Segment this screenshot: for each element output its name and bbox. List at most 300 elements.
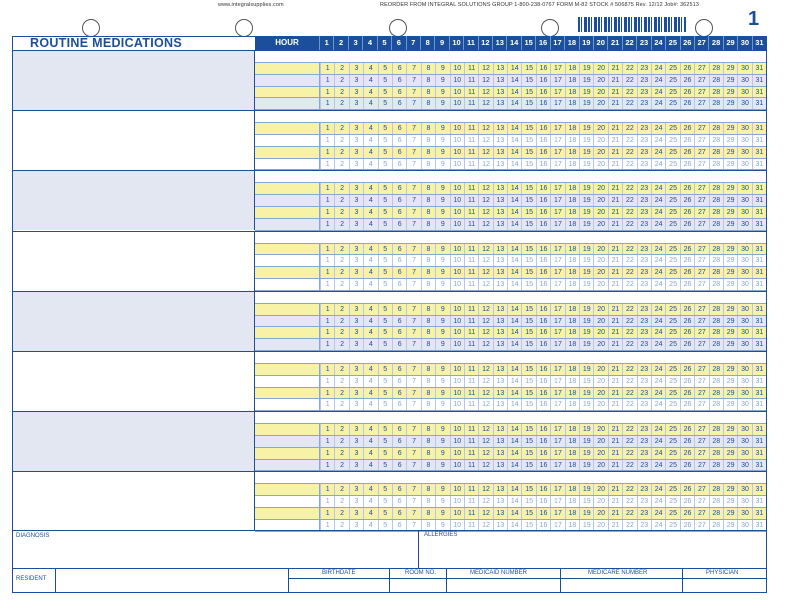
day-cell[interactable]: 1 xyxy=(320,436,334,447)
day-cell[interactable]: 1 xyxy=(320,448,334,459)
day-cell[interactable]: 14 xyxy=(507,399,521,410)
day-cell[interactable]: 16 xyxy=(536,327,550,338)
day-cell[interactable]: 28 xyxy=(709,339,723,350)
day-cell[interactable]: 1 xyxy=(320,207,334,218)
day-cell[interactable]: 30 xyxy=(737,219,751,230)
day-cell[interactable]: 18 xyxy=(565,520,579,531)
day-cell[interactable]: 2 xyxy=(334,520,348,531)
day-cell[interactable]: 12 xyxy=(478,87,492,98)
day-cell[interactable]: 24 xyxy=(651,364,665,375)
day-cell[interactable]: 3 xyxy=(349,304,363,315)
day-cell[interactable]: 24 xyxy=(651,496,665,507)
day-cell[interactable]: 28 xyxy=(709,244,723,255)
day-cell[interactable]: 5 xyxy=(378,267,392,278)
day-cell[interactable]: 11 xyxy=(464,508,478,519)
day-cell[interactable]: 29 xyxy=(723,327,737,338)
day-cell[interactable]: 20 xyxy=(593,279,607,290)
day-cell[interactable]: 30 xyxy=(737,364,751,375)
day-cell[interactable]: 24 xyxy=(651,75,665,86)
day-cell[interactable]: 30 xyxy=(737,267,751,278)
day-cell[interactable]: 26 xyxy=(680,388,694,399)
day-cell[interactable]: 1 xyxy=(320,98,334,109)
day-cell[interactable]: 6 xyxy=(392,339,406,350)
day-cell[interactable]: 23 xyxy=(637,159,651,170)
day-cell[interactable]: 19 xyxy=(579,159,593,170)
day-cell[interactable]: 21 xyxy=(608,219,622,230)
day-cell[interactable]: 5 xyxy=(378,255,392,266)
day-cell[interactable]: 12 xyxy=(478,496,492,507)
day-cell[interactable]: 18 xyxy=(565,496,579,507)
day-cell[interactable]: 9 xyxy=(435,207,449,218)
day-cell[interactable]: 15 xyxy=(521,484,535,495)
day-cell[interactable]: 22 xyxy=(622,484,636,495)
day-cell[interactable]: 27 xyxy=(694,207,708,218)
day-cell[interactable]: 4 xyxy=(363,327,377,338)
day-cell[interactable]: 22 xyxy=(622,207,636,218)
day-cell[interactable]: 7 xyxy=(406,327,420,338)
day-cell[interactable]: 20 xyxy=(593,183,607,194)
day-cell[interactable]: 21 xyxy=(608,75,622,86)
day-cell[interactable]: 19 xyxy=(579,388,593,399)
day-cell[interactable]: 9 xyxy=(435,87,449,98)
day-cell[interactable]: 18 xyxy=(565,460,579,471)
day-cell[interactable]: 14 xyxy=(507,388,521,399)
day-cell[interactable]: 16 xyxy=(536,147,550,158)
day-cell[interactable]: 25 xyxy=(665,183,679,194)
day-cell[interactable]: 12 xyxy=(478,436,492,447)
day-cell[interactable]: 26 xyxy=(680,364,694,375)
day-cell[interactable]: 8 xyxy=(421,135,435,146)
day-cell[interactable]: 16 xyxy=(536,304,550,315)
day-cell[interactable]: 30 xyxy=(737,520,751,531)
day-cell[interactable]: 5 xyxy=(378,460,392,471)
day-cell[interactable]: 18 xyxy=(565,279,579,290)
day-cell[interactable]: 25 xyxy=(665,388,679,399)
day-cell[interactable]: 25 xyxy=(665,399,679,410)
day-cell[interactable]: 4 xyxy=(363,424,377,435)
day-cell[interactable]: 21 xyxy=(608,123,622,134)
day-cell[interactable]: 5 xyxy=(378,508,392,519)
day-cell[interactable]: 26 xyxy=(680,436,694,447)
hour-time-field[interactable] xyxy=(255,123,320,134)
day-cell[interactable]: 26 xyxy=(680,424,694,435)
day-cell[interactable]: 20 xyxy=(593,376,607,387)
day-cell[interactable]: 7 xyxy=(406,267,420,278)
day-cell[interactable]: 28 xyxy=(709,316,723,327)
day-cell[interactable]: 8 xyxy=(421,159,435,170)
day-cell[interactable]: 14 xyxy=(507,244,521,255)
day-cell[interactable]: 30 xyxy=(737,63,751,74)
day-cell[interactable]: 4 xyxy=(363,183,377,194)
day-cell[interactable]: 6 xyxy=(392,123,406,134)
day-cell[interactable]: 24 xyxy=(651,219,665,230)
day-cell[interactable]: 7 xyxy=(406,63,420,74)
day-cell[interactable]: 19 xyxy=(579,279,593,290)
day-cell[interactable]: 28 xyxy=(709,63,723,74)
day-cell[interactable]: 14 xyxy=(507,75,521,86)
day-cell[interactable]: 1 xyxy=(320,75,334,86)
day-cell[interactable]: 3 xyxy=(349,75,363,86)
day-cell[interactable]: 4 xyxy=(363,304,377,315)
day-cell[interactable]: 8 xyxy=(421,339,435,350)
day-cell[interactable]: 30 xyxy=(737,327,751,338)
day-cell[interactable]: 22 xyxy=(622,364,636,375)
day-cell[interactable]: 24 xyxy=(651,316,665,327)
day-cell[interactable]: 21 xyxy=(608,98,622,109)
day-cell[interactable]: 8 xyxy=(421,279,435,290)
day-cell[interactable]: 30 xyxy=(737,388,751,399)
day-cell[interactable]: 26 xyxy=(680,63,694,74)
day-cell[interactable]: 10 xyxy=(450,376,464,387)
day-cell[interactable]: 10 xyxy=(450,484,464,495)
day-cell[interactable]: 31 xyxy=(752,63,766,74)
day-cell[interactable]: 1 xyxy=(320,267,334,278)
day-cell[interactable]: 20 xyxy=(593,75,607,86)
day-cell[interactable]: 11 xyxy=(464,388,478,399)
day-cell[interactable]: 14 xyxy=(507,424,521,435)
day-cell[interactable]: 3 xyxy=(349,448,363,459)
day-cell[interactable]: 26 xyxy=(680,195,694,206)
day-cell[interactable]: 11 xyxy=(464,255,478,266)
day-cell[interactable]: 18 xyxy=(565,327,579,338)
day-cell[interactable]: 9 xyxy=(435,448,449,459)
day-cell[interactable]: 18 xyxy=(565,424,579,435)
day-cell[interactable]: 4 xyxy=(363,75,377,86)
day-cell[interactable]: 17 xyxy=(550,520,564,531)
day-cell[interactable]: 23 xyxy=(637,388,651,399)
medication-name-field[interactable] xyxy=(13,292,255,351)
day-cell[interactable]: 30 xyxy=(737,87,751,98)
day-cell[interactable]: 29 xyxy=(723,520,737,531)
day-cell[interactable]: 17 xyxy=(550,159,564,170)
day-cell[interactable]: 23 xyxy=(637,135,651,146)
day-cell[interactable]: 25 xyxy=(665,219,679,230)
day-cell[interactable]: 7 xyxy=(406,484,420,495)
day-cell[interactable]: 9 xyxy=(435,339,449,350)
day-cell[interactable]: 2 xyxy=(334,327,348,338)
day-cell[interactable]: 3 xyxy=(349,147,363,158)
day-cell[interactable]: 23 xyxy=(637,376,651,387)
day-cell[interactable]: 2 xyxy=(334,219,348,230)
day-cell[interactable]: 26 xyxy=(680,244,694,255)
day-cell[interactable]: 12 xyxy=(478,364,492,375)
day-cell[interactable]: 8 xyxy=(421,424,435,435)
day-cell[interactable]: 4 xyxy=(363,484,377,495)
day-cell[interactable]: 16 xyxy=(536,520,550,531)
day-cell[interactable]: 19 xyxy=(579,244,593,255)
day-cell[interactable]: 23 xyxy=(637,460,651,471)
day-cell[interactable]: 14 xyxy=(507,207,521,218)
day-cell[interactable]: 5 xyxy=(378,496,392,507)
day-cell[interactable]: 6 xyxy=(392,207,406,218)
day-cell[interactable]: 26 xyxy=(680,279,694,290)
day-cell[interactable]: 9 xyxy=(435,98,449,109)
day-cell[interactable]: 22 xyxy=(622,63,636,74)
day-cell[interactable]: 3 xyxy=(349,484,363,495)
day-cell[interactable]: 9 xyxy=(435,304,449,315)
day-cell[interactable]: 31 xyxy=(752,448,766,459)
day-cell[interactable]: 6 xyxy=(392,279,406,290)
day-cell[interactable]: 4 xyxy=(363,448,377,459)
day-cell[interactable]: 19 xyxy=(579,75,593,86)
day-cell[interactable]: 2 xyxy=(334,436,348,447)
day-cell[interactable]: 3 xyxy=(349,87,363,98)
day-cell[interactable]: 19 xyxy=(579,316,593,327)
day-cell[interactable]: 24 xyxy=(651,244,665,255)
day-cell[interactable]: 15 xyxy=(521,63,535,74)
day-cell[interactable]: 11 xyxy=(464,63,478,74)
day-cell[interactable]: 25 xyxy=(665,207,679,218)
day-cell[interactable]: 16 xyxy=(536,316,550,327)
day-cell[interactable]: 27 xyxy=(694,98,708,109)
day-cell[interactable]: 20 xyxy=(593,508,607,519)
day-cell[interactable]: 2 xyxy=(334,279,348,290)
day-cell[interactable]: 12 xyxy=(478,98,492,109)
day-cell[interactable]: 15 xyxy=(521,436,535,447)
day-cell[interactable]: 26 xyxy=(680,508,694,519)
day-cell[interactable]: 22 xyxy=(622,388,636,399)
day-cell[interactable]: 4 xyxy=(363,207,377,218)
day-cell[interactable]: 21 xyxy=(608,388,622,399)
day-cell[interactable]: 26 xyxy=(680,339,694,350)
day-cell[interactable]: 4 xyxy=(363,195,377,206)
day-cell[interactable]: 29 xyxy=(723,219,737,230)
day-cell[interactable]: 22 xyxy=(622,244,636,255)
day-cell[interactable]: 5 xyxy=(378,484,392,495)
day-cell[interactable]: 18 xyxy=(565,255,579,266)
hour-time-field[interactable] xyxy=(255,304,320,315)
day-cell[interactable]: 11 xyxy=(464,376,478,387)
day-cell[interactable]: 28 xyxy=(709,448,723,459)
day-cell[interactable]: 12 xyxy=(478,159,492,170)
day-cell[interactable]: 7 xyxy=(406,460,420,471)
day-cell[interactable]: 27 xyxy=(694,520,708,531)
day-cell[interactable]: 14 xyxy=(507,520,521,531)
day-cell[interactable]: 6 xyxy=(392,195,406,206)
day-cell[interactable]: 24 xyxy=(651,279,665,290)
day-cell[interactable]: 6 xyxy=(392,436,406,447)
day-cell[interactable]: 11 xyxy=(464,520,478,531)
day-cell[interactable]: 5 xyxy=(378,75,392,86)
day-cell[interactable]: 15 xyxy=(521,448,535,459)
day-cell[interactable]: 10 xyxy=(450,63,464,74)
day-cell[interactable]: 28 xyxy=(709,376,723,387)
day-cell[interactable]: 11 xyxy=(464,244,478,255)
day-cell[interactable]: 9 xyxy=(435,159,449,170)
day-cell[interactable]: 19 xyxy=(579,399,593,410)
day-cell[interactable]: 14 xyxy=(507,135,521,146)
medication-entry[interactable] xyxy=(13,291,255,351)
day-cell[interactable]: 19 xyxy=(579,207,593,218)
day-cell[interactable]: 3 xyxy=(349,195,363,206)
day-cell[interactable]: 8 xyxy=(421,123,435,134)
day-cell[interactable]: 11 xyxy=(464,135,478,146)
day-cell[interactable]: 24 xyxy=(651,376,665,387)
day-cell[interactable]: 6 xyxy=(392,364,406,375)
day-cell[interactable]: 22 xyxy=(622,496,636,507)
medication-name-field[interactable] xyxy=(13,111,255,170)
day-cell[interactable]: 25 xyxy=(665,316,679,327)
day-cell[interactable]: 2 xyxy=(334,147,348,158)
day-cell[interactable]: 20 xyxy=(593,219,607,230)
day-cell[interactable]: 28 xyxy=(709,183,723,194)
day-cell[interactable]: 23 xyxy=(637,267,651,278)
day-cell[interactable]: 13 xyxy=(493,219,507,230)
day-cell[interactable]: 21 xyxy=(608,63,622,74)
day-cell[interactable]: 14 xyxy=(507,98,521,109)
day-cell[interactable]: 5 xyxy=(378,327,392,338)
day-cell[interactable]: 22 xyxy=(622,304,636,315)
day-cell[interactable]: 2 xyxy=(334,98,348,109)
day-cell[interactable]: 6 xyxy=(392,508,406,519)
day-cell[interactable]: 5 xyxy=(378,135,392,146)
day-cell[interactable]: 14 xyxy=(507,316,521,327)
day-cell[interactable]: 7 xyxy=(406,183,420,194)
hour-time-field[interactable] xyxy=(255,279,320,290)
day-cell[interactable]: 19 xyxy=(579,327,593,338)
day-cell[interactable]: 20 xyxy=(593,147,607,158)
day-cell[interactable]: 8 xyxy=(421,75,435,86)
day-cell[interactable]: 1 xyxy=(320,364,334,375)
day-cell[interactable]: 23 xyxy=(637,279,651,290)
day-cell[interactable]: 21 xyxy=(608,267,622,278)
day-cell[interactable]: 18 xyxy=(565,195,579,206)
day-cell[interactable]: 11 xyxy=(464,183,478,194)
day-cell[interactable]: 12 xyxy=(478,376,492,387)
day-cell[interactable]: 30 xyxy=(737,484,751,495)
day-cell[interactable]: 13 xyxy=(493,364,507,375)
day-cell[interactable]: 30 xyxy=(737,147,751,158)
day-cell[interactable]: 6 xyxy=(392,327,406,338)
medication-name-field[interactable] xyxy=(13,51,255,110)
day-cell[interactable]: 1 xyxy=(320,159,334,170)
day-cell[interactable]: 3 xyxy=(349,244,363,255)
day-cell[interactable]: 24 xyxy=(651,448,665,459)
day-cell[interactable]: 17 xyxy=(550,75,564,86)
day-cell[interactable]: 13 xyxy=(493,98,507,109)
day-cell[interactable]: 10 xyxy=(450,388,464,399)
medication-name-field[interactable] xyxy=(13,232,255,291)
day-cell[interactable]: 6 xyxy=(392,376,406,387)
day-cell[interactable]: 17 xyxy=(550,316,564,327)
day-cell[interactable]: 15 xyxy=(521,364,535,375)
day-cell[interactable]: 15 xyxy=(521,147,535,158)
hour-time-field[interactable] xyxy=(255,376,320,387)
day-cell[interactable]: 11 xyxy=(464,339,478,350)
day-cell[interactable]: 19 xyxy=(579,448,593,459)
day-cell[interactable]: 3 xyxy=(349,460,363,471)
day-cell[interactable]: 13 xyxy=(493,448,507,459)
day-cell[interactable]: 12 xyxy=(478,123,492,134)
day-cell[interactable]: 7 xyxy=(406,244,420,255)
day-cell[interactable]: 11 xyxy=(464,98,478,109)
day-cell[interactable]: 8 xyxy=(421,448,435,459)
day-cell[interactable]: 29 xyxy=(723,304,737,315)
day-cell[interactable]: 20 xyxy=(593,255,607,266)
day-cell[interactable]: 29 xyxy=(723,339,737,350)
day-cell[interactable]: 8 xyxy=(421,219,435,230)
day-cell[interactable]: 13 xyxy=(493,195,507,206)
day-cell[interactable]: 7 xyxy=(406,75,420,86)
day-cell[interactable]: 12 xyxy=(478,267,492,278)
day-cell[interactable]: 30 xyxy=(737,424,751,435)
day-cell[interactable]: 31 xyxy=(752,388,766,399)
day-cell[interactable]: 27 xyxy=(694,267,708,278)
day-cell[interactable]: 1 xyxy=(320,63,334,74)
day-cell[interactable]: 10 xyxy=(450,123,464,134)
day-cell[interactable]: 5 xyxy=(378,388,392,399)
day-cell[interactable]: 12 xyxy=(478,244,492,255)
day-cell[interactable]: 10 xyxy=(450,147,464,158)
day-cell[interactable]: 23 xyxy=(637,244,651,255)
day-cell[interactable]: 1 xyxy=(320,399,334,410)
day-cell[interactable]: 10 xyxy=(450,304,464,315)
day-cell[interactable]: 15 xyxy=(521,87,535,98)
day-cell[interactable]: 9 xyxy=(435,183,449,194)
day-cell[interactable]: 19 xyxy=(579,147,593,158)
day-cell[interactable]: 1 xyxy=(320,327,334,338)
day-cell[interactable]: 24 xyxy=(651,255,665,266)
day-cell[interactable]: 13 xyxy=(493,424,507,435)
day-cell[interactable]: 18 xyxy=(565,159,579,170)
day-cell[interactable]: 9 xyxy=(435,520,449,531)
day-cell[interactable]: 9 xyxy=(435,460,449,471)
day-cell[interactable]: 3 xyxy=(349,159,363,170)
medication-entry[interactable] xyxy=(13,471,255,531)
day-cell[interactable]: 24 xyxy=(651,267,665,278)
medication-entry[interactable] xyxy=(13,50,255,110)
day-cell[interactable]: 19 xyxy=(579,98,593,109)
day-cell[interactable]: 31 xyxy=(752,244,766,255)
day-cell[interactable]: 4 xyxy=(363,388,377,399)
day-cell[interactable]: 16 xyxy=(536,279,550,290)
day-cell[interactable]: 25 xyxy=(665,159,679,170)
day-cell[interactable]: 3 xyxy=(349,255,363,266)
day-cell[interactable]: 17 xyxy=(550,327,564,338)
day-cell[interactable]: 3 xyxy=(349,520,363,531)
day-cell[interactable]: 10 xyxy=(450,436,464,447)
day-cell[interactable]: 7 xyxy=(406,436,420,447)
day-cell[interactable]: 2 xyxy=(334,339,348,350)
day-cell[interactable]: 23 xyxy=(637,508,651,519)
day-cell[interactable]: 10 xyxy=(450,267,464,278)
day-cell[interactable]: 27 xyxy=(694,183,708,194)
day-cell[interactable]: 19 xyxy=(579,87,593,98)
day-cell[interactable]: 31 xyxy=(752,207,766,218)
hour-time-field[interactable] xyxy=(255,496,320,507)
day-cell[interactable]: 21 xyxy=(608,508,622,519)
day-cell[interactable]: 23 xyxy=(637,98,651,109)
day-cell[interactable]: 25 xyxy=(665,460,679,471)
day-cell[interactable]: 20 xyxy=(593,195,607,206)
day-cell[interactable]: 25 xyxy=(665,520,679,531)
day-cell[interactable]: 13 xyxy=(493,183,507,194)
day-cell[interactable]: 9 xyxy=(435,195,449,206)
day-cell[interactable]: 18 xyxy=(565,364,579,375)
day-cell[interactable]: 15 xyxy=(521,135,535,146)
day-cell[interactable]: 31 xyxy=(752,98,766,109)
day-cell[interactable]: 3 xyxy=(349,424,363,435)
day-cell[interactable]: 14 xyxy=(507,304,521,315)
day-cell[interactable]: 13 xyxy=(493,147,507,158)
day-cell[interactable]: 26 xyxy=(680,520,694,531)
day-cell[interactable]: 1 xyxy=(320,484,334,495)
day-cell[interactable]: 1 xyxy=(320,219,334,230)
day-cell[interactable]: 13 xyxy=(493,484,507,495)
day-cell[interactable]: 16 xyxy=(536,207,550,218)
day-cell[interactable]: 21 xyxy=(608,159,622,170)
day-cell[interactable]: 10 xyxy=(450,244,464,255)
